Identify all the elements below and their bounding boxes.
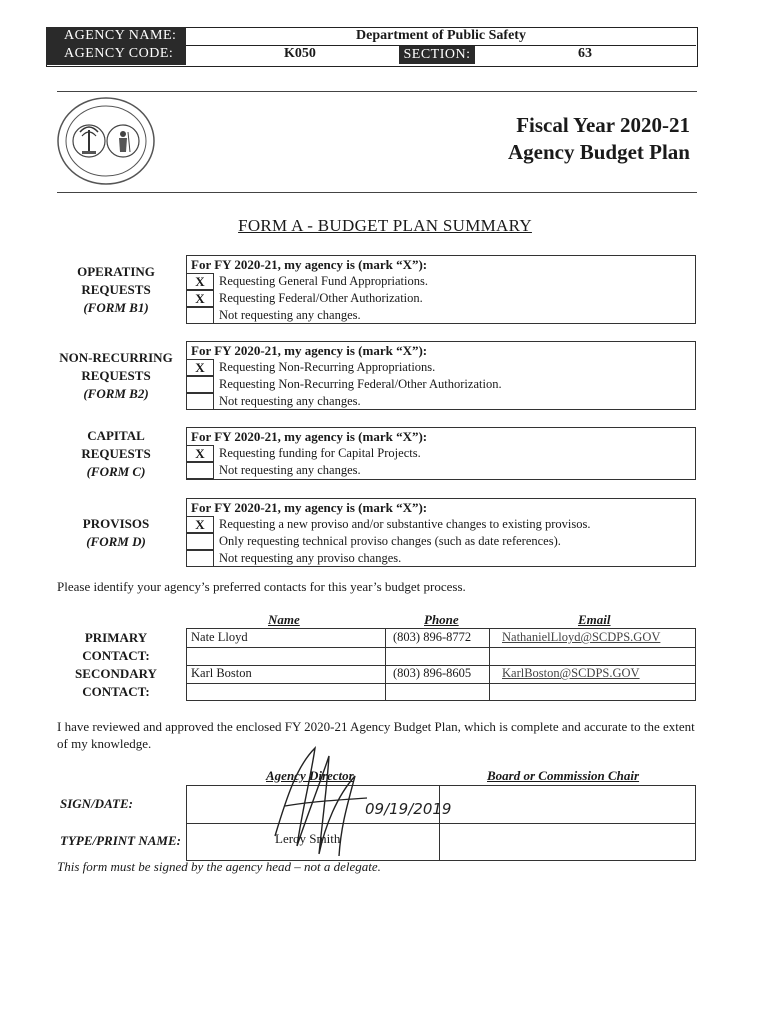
operating-heading: For FY 2020-21, my agency is (mark “X”): — [191, 257, 428, 272]
section-value: 63 — [578, 46, 592, 61]
secondary-label-line1: SECONDARY — [75, 666, 157, 681]
nonrecurring-option-1[interactable] — [187, 359, 695, 376]
operating-label-line3: (FORM B1) — [83, 300, 149, 315]
checkbox-mark[interactable]: X — [187, 273, 214, 290]
capital-option-2[interactable] — [187, 462, 695, 479]
type-name-label: TYPE/PRINT NAME: — [60, 833, 181, 848]
page-title — [508, 112, 690, 166]
option-label: Requesting Non-Recurring Federal/Other Authorization. — [219, 377, 502, 391]
checkbox-mark[interactable]: X — [187, 290, 214, 307]
option-label: Not requesting any changes. — [219, 308, 361, 322]
option-label: Not requesting any changes. — [219, 463, 361, 477]
checkbox-mark[interactable] — [187, 307, 214, 324]
agency-header-labels — [46, 27, 186, 65]
provisos-option-1[interactable] — [187, 516, 695, 533]
title-line-2: Agency Budget Plan — [507, 140, 690, 164]
checkbox-mark[interactable] — [187, 376, 214, 393]
secondary-name: Karl Boston — [191, 666, 252, 680]
signature-table — [186, 785, 696, 861]
nonrecurring-heading: For FY 2020-21, my agency is (mark “X”): — [191, 343, 428, 358]
agency-code-value: K050 — [284, 46, 316, 61]
operating-option-2[interactable] — [187, 290, 695, 307]
option-label: Not requesting any changes. — [219, 394, 361, 408]
title-bottom-rule — [57, 192, 697, 193]
board-chair-header: Board or Commission Chair — [487, 768, 640, 783]
sign-date-label: SIGN/DATE: — [60, 796, 133, 811]
option-label: Requesting funding for Capital Projects. — [219, 446, 421, 460]
option-label: Not requesting any proviso changes. — [219, 551, 402, 565]
director-name: Leroy Smith — [275, 831, 341, 846]
checkbox-mark[interactable]: X — [187, 516, 214, 533]
contacts-row-divider — [187, 683, 695, 684]
primary-name: Nate Lloyd — [191, 630, 248, 644]
nonrecurring-option-2[interactable] — [187, 376, 695, 393]
signature-col-divider — [439, 786, 440, 860]
operating-label-line2: REQUESTS — [81, 282, 151, 297]
nonrecurring-option-3[interactable] — [187, 393, 695, 410]
operating-requests-label — [46, 263, 186, 317]
agency-director-header: Agency Director — [266, 768, 354, 783]
secondary-contact-label — [46, 665, 186, 701]
contacts-col-phone: Phone — [424, 612, 459, 627]
checkbox-mark[interactable]: X — [187, 445, 214, 462]
contacts-col-name: Name — [268, 612, 300, 627]
operating-label-line1: OPERATING — [77, 264, 155, 279]
agency-name-value: Department of Public Safety — [356, 28, 526, 43]
secondary-email[interactable]: KarlBoston@SCDPS.GOV — [502, 666, 640, 680]
primary-label-line1: PRIMARY — [84, 630, 148, 645]
provisos-box — [186, 498, 696, 567]
provisos-label-line1: PROVISOS — [82, 516, 150, 531]
checkbox-mark[interactable] — [187, 533, 214, 550]
capital-label-line1: CAPITAL — [87, 428, 145, 443]
checkbox-mark[interactable] — [187, 393, 214, 410]
option-label: Requesting General Fund Appropriations. — [219, 274, 428, 288]
nonrecurring-label-line2: REQUESTS — [81, 368, 151, 383]
signature-date: 09/19/2019 — [365, 800, 452, 818]
footer-note: This form must be signed by the agency head – not a delegate. — [57, 859, 381, 874]
signature-row-divider — [187, 823, 695, 824]
primary-phone: (803) 896-8772 — [393, 630, 472, 644]
capital-requests-label — [46, 427, 186, 481]
capital-requests-box — [186, 427, 696, 480]
operating-option-1[interactable] — [187, 273, 695, 290]
state-seal-icon — [56, 96, 156, 186]
option-label: Requesting a new proviso and/or substantive changes to existing provisos. — [219, 517, 591, 531]
checkbox-mark[interactable]: X — [187, 359, 214, 376]
provisos-option-3[interactable] — [187, 550, 695, 567]
primary-label-line2: CONTACT: — [82, 648, 150, 663]
capital-option-1[interactable] — [187, 445, 695, 462]
capital-label-line2: REQUESTS — [81, 446, 151, 461]
operating-requests-box — [186, 255, 696, 324]
nonrecurring-label-line1: NON-RECURRING — [59, 350, 173, 365]
agency-name-label: AGENCY NAME: — [64, 28, 177, 43]
contacts-intro: Please identify your agency’s preferred contacts for this year’s budget process. — [57, 579, 466, 594]
provisos-label-line2: (FORM D) — [86, 534, 146, 549]
contacts-col-divider — [489, 629, 490, 700]
option-label: Requesting Federal/Other Authorization. — [219, 291, 423, 305]
secondary-label-line2: CONTACT: — [82, 684, 150, 699]
title-top-rule — [57, 91, 697, 92]
contacts-col-email: Email — [578, 612, 611, 627]
primary-contact-label — [46, 629, 186, 665]
checkbox-mark[interactable] — [187, 550, 214, 567]
primary-email[interactable]: NathanielLloyd@SCDPS.GOV — [502, 630, 661, 644]
provisos-option-2[interactable] — [187, 533, 695, 550]
capital-heading: For FY 2020-21, my agency is (mark “X”): — [191, 429, 428, 444]
option-label: Only requesting technical proviso changes (such as date references). — [219, 534, 561, 548]
provisos-label — [46, 515, 186, 551]
nonrecurring-requests-label — [46, 349, 186, 403]
option-label: Requesting Non-Recurring Appropriations. — [219, 360, 436, 374]
nonrecurring-requests-box — [186, 341, 696, 410]
title-line-1: Fiscal Year 2020-21 — [516, 113, 690, 137]
operating-option-3[interactable] — [187, 307, 695, 324]
contacts-table — [186, 628, 696, 701]
nonrecurring-label-line3: (FORM B2) — [83, 386, 149, 401]
agency-code-label: AGENCY CODE: — [64, 46, 174, 61]
secondary-phone: (803) 896-8605 — [393, 666, 472, 680]
provisos-heading: For FY 2020-21, my agency is (mark “X”): — [191, 500, 428, 515]
capital-label-line3: (FORM C) — [86, 464, 146, 479]
form-title: FORM A - BUDGET PLAN SUMMARY — [238, 216, 532, 235]
approval-statement: I have reviewed and approved the enclosed FY 2020-21 Agency Budget Plan, which is complete and accurate to the extent of my knowledge. — [57, 719, 695, 751]
contacts-row-divider — [187, 647, 695, 648]
contacts-col-divider — [385, 629, 386, 700]
checkbox-mark[interactable] — [187, 462, 214, 479]
section-label: SECTION: — [399, 46, 475, 64]
